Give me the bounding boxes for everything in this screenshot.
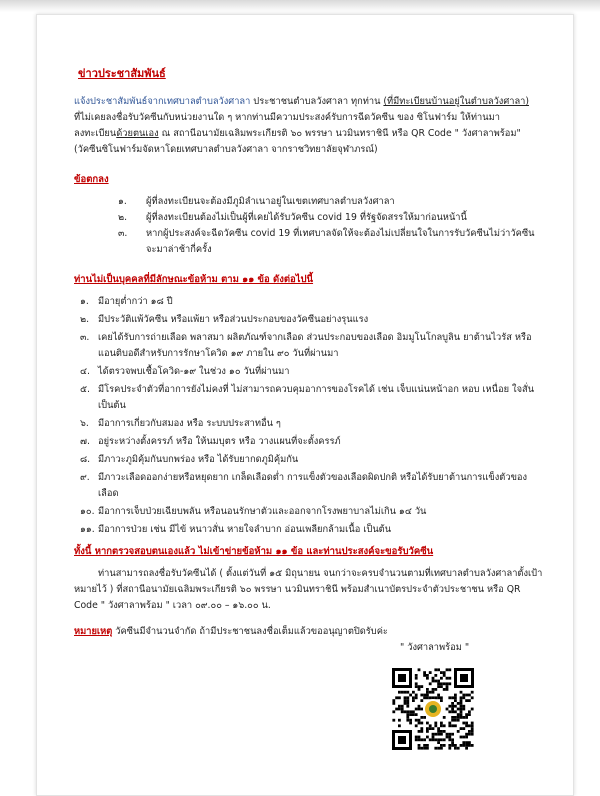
signature-text: " วังศาลาพร้อม " [400, 642, 470, 653]
list-item [74, 522, 544, 538]
document-title: ข่าวประชาสัมพันธ์ [78, 67, 166, 80]
list-item [74, 504, 544, 520]
intro-line1-underlined: (ที่มีทะเบียนบ้านอยู่ในตำบลวังศาลา) [383, 96, 529, 107]
item-number: ๘. [80, 454, 91, 465]
intro-line3-underlined: ด้วยตนเอง [116, 128, 159, 139]
list-item [74, 194, 544, 210]
item-text: มีประวัติแพ้วัคซีน หรือแพ้ยา หรือส่วนประกอบของวัคซีนอย่างรุนแรง [98, 314, 369, 325]
list-item [74, 312, 544, 328]
item-text: มีภาวะภูมิคุ้มกันบกพร่อง หรือ ได้รับยากดภูมิคุ้มกัน [98, 454, 299, 465]
intro-line3-start: ลงทะเบียน [74, 128, 117, 139]
list-item [74, 226, 544, 258]
item-text: มีอาการเจ็บป่วยเฉียบพลัน หรือนอนรักษาตัวและออกจากโรงพยาบาลไม่เกิน ๑๔ วัน [98, 506, 427, 517]
item-number: ๑๑. [80, 524, 95, 535]
check-heading: ทั้งนี้ หากตรวจสอบตนเองแล้ว ไม่เข้าข่ายข้อห้าม ๑๑ ข้อ และท่านประสงค์จะขอรับวัคซีน [74, 546, 434, 557]
intro-line-2: ที่ไม่เคยลงชื่อรับวัคซีนกับหน่วยงานใด ๆ หากท่านมีความประสงค์รับการฉีดวัคซีน ของ ซิโนฟาร์ม ให้ท่านมา [74, 112, 500, 123]
top-shadow [0, 0, 600, 12]
intro-line1-rest: ประชาชนตำบลวังศาลา ทุกท่าน [250, 96, 384, 107]
item-number: ๑๐. [80, 506, 95, 517]
item-text: ผู้ที่ลงทะเบียนจะต้องมีภูมิลำเนาอยู่ในเขตเทศบาลตำบลวังศาลา [146, 196, 395, 207]
intro-lead: แจ้งประชาสัมพันธ์จากเทศบาลตำบลวังศาลา [74, 96, 251, 107]
item-number: ๑. [118, 196, 127, 207]
intro-line-3 [74, 126, 544, 142]
note-label: หมายเหตุ [74, 626, 113, 637]
list-item [74, 434, 544, 450]
item-text: มีอาการเกี่ยวกับสมอง หรือ ระบบประสาทอื่น ๆ [98, 418, 281, 429]
apply-paragraph: ท่านสามารถลงชื่อรับวัคซีนได้ ( ตั้งแต่วันที่ ๑๕ มิถุนายน จนกว่าจะครบจำนวนตามที่เทศบาลตำบลวังศาลาตั้งเป้าหมายไว้ ) ที่สถานีอนามัยเฉลิมพระเกียรติ ๖๐ พรรษา นวมินทราชินี พร้อมสำเนาบัตรประจำตัวประชาชน หรือ QR Code " วังศาลาพร้อม " เวลา ๐๙.๐๐ – ๑๖.๐๐ น. [74, 568, 543, 611]
item-text: มีอายุต่ำกว่า ๑๘ ปี [98, 296, 173, 307]
list-item [74, 364, 544, 380]
item-text: ผู้ที่ลงทะเบียนต้องไม่เป็นผู้ที่เคยได้รับวัคซีน covid 19 ที่รัฐจัดสรรให้มาก่อนหน้านี้ [146, 212, 467, 223]
item-text: มีโรคประจำตัวที่อาการยังไม่คงที่ ไม่สามารถควบคุมอาการของโรคได้ เช่น เจ็บแน่นหน้าอก หอบ เหนื่อย ใจสั่น เป็นต้น [98, 384, 535, 411]
item-text: มีอาการป่วย เช่น มีไข้ หนาวสั่น หายใจลำบาก อ่อนเพลียกล้ามเนื้อ เป็นต้น [98, 524, 392, 535]
item-number: ๒. [80, 314, 90, 325]
item-text: หากผู้ประสงค์จะฉีดวัคซีน covid 19 ที่เทศบาลจัดให้จะต้องไม่เปลี่ยนใจในการรับวัคซีนไม่ว่าวัคซีนจะมาล่าช้ากี่ครั้ง [146, 228, 535, 255]
list-item [74, 382, 544, 414]
exclusions-list [74, 294, 544, 538]
qr-code-image [388, 664, 478, 754]
item-number: ๓. [118, 228, 128, 239]
intro-line3-rest: ณ สถานีอนามัยเฉลิมพระเกียรติ ๖๐ พรรษา นวมินทราชินี หรือ QR Code " วังศาลาพร้อม" [158, 128, 521, 139]
note-text: วัคซีนมีจำนวนจำกัด ถ้ามีประชาชนลงชื่อเต็มแล้วขออนุญาตปิดรับค่ะ [112, 626, 388, 637]
list-item [74, 210, 544, 226]
list-item [74, 294, 544, 310]
intro-line-1 [74, 94, 544, 110]
item-number: ๑. [80, 296, 89, 307]
item-number: ๙. [80, 472, 90, 483]
intro-line-4: (วัคซีนซิโนฟาร์มจัดหาโดยเทศบาลตำบลวังศาลา จากราชวิทยาลัยจุฬาภรณ์) [74, 144, 378, 155]
item-text: มีภาวะเลือดออกง่ายหรือหยุดยาก เกล็ดเลือดต่ำ การแข็งตัวของเลือดผิดปกติ หรือได้รับยาต้านการแข็งตัวของเลือด [98, 472, 528, 499]
list-item [74, 416, 544, 432]
item-number: ๔. [80, 366, 90, 377]
item-number: ๒. [118, 212, 128, 223]
terms-heading: ข้อตกลง [74, 174, 109, 185]
item-text: เคยได้รับการถ่ายเลือด พลาสมา ผลิตภัณฑ์จากเลือด ส่วนประกอบของเลือด อิมมูโนโกลบูลิน ยาต้านไวรัส หรือ แอนติบอดีสำหรับการรักษาโควิด ๑๙ ภายใน ๙๐ วันที่ผ่านมา [98, 332, 532, 359]
intro-paragraph [74, 94, 544, 158]
list-item [74, 452, 544, 468]
item-number: ๕. [80, 384, 90, 395]
item-text: อยู่ระหว่างตั้งครรภ์ หรือ ให้นมบุตร หรือ วางแผนที่จะตั้งครรภ์ [98, 436, 341, 447]
item-number: ๗. [80, 436, 90, 447]
item-number: ๓. [80, 332, 90, 343]
document-content [74, 66, 544, 640]
item-text: ได้ตรวจพบเชื้อโควิด-๑๙ ในช่วง ๑๐ วันที่ผ่านมา [98, 366, 290, 377]
item-number: ๖. [80, 418, 89, 429]
list-item [74, 330, 544, 362]
note-paragraph [74, 624, 544, 640]
exclusions-heading: ท่านไม่เป็นบุคคลที่มีลักษณะข้อห้าม ตาม ๑๑ ข้อ ดังต่อไปนี้ [74, 274, 314, 285]
list-item [74, 470, 544, 502]
terms-list [74, 194, 544, 258]
